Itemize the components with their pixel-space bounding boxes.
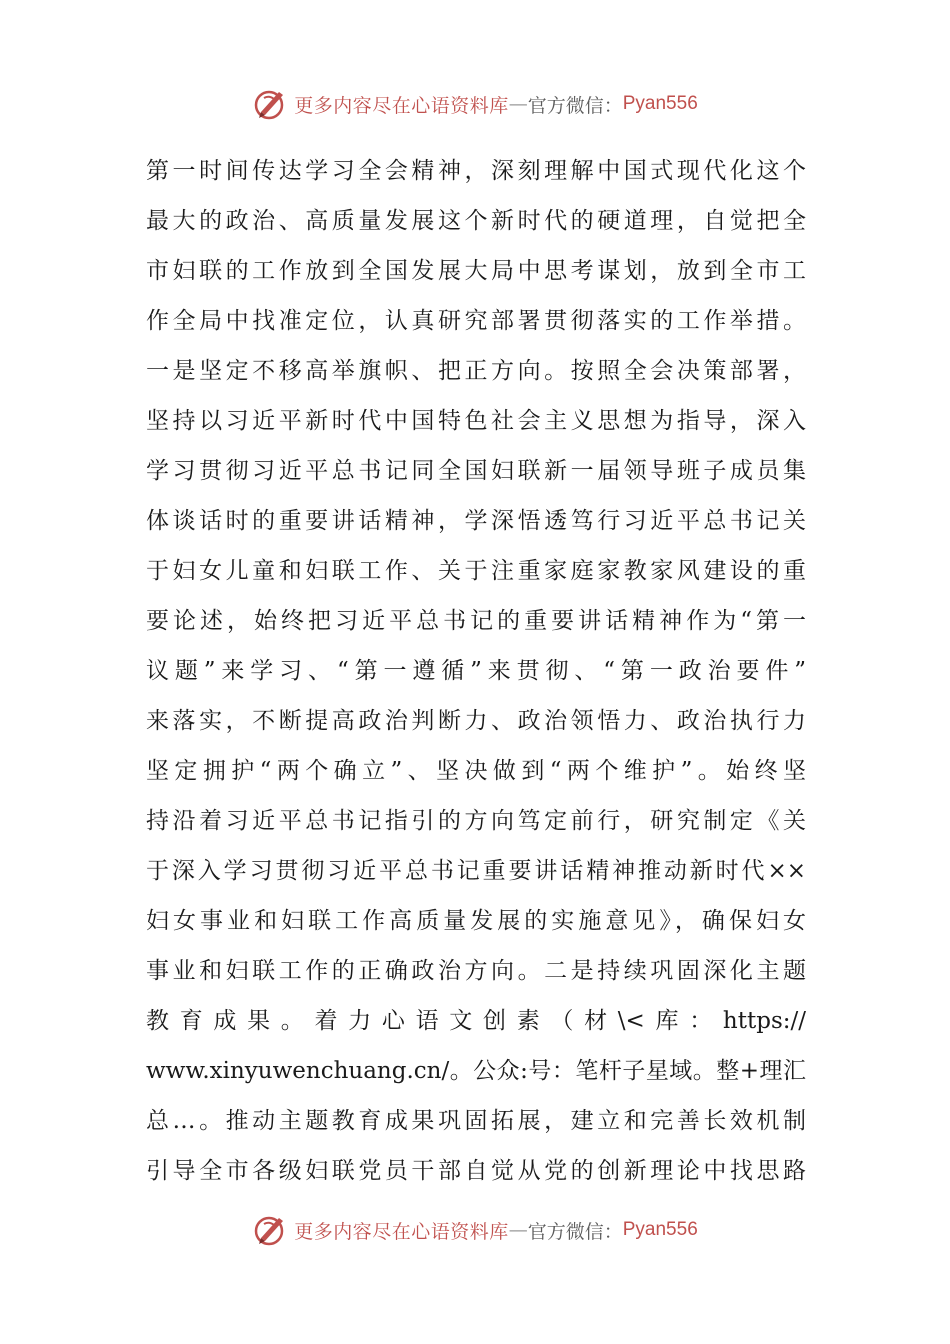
body-line: 坚定拥护“两个确立”、坚决做到“两个维护”。始终坚 xyxy=(146,758,806,784)
body-line: 引导全市各级妇联党员干部自觉从党的创新理论中找思路 xyxy=(146,1158,806,1184)
body-line: 教育成果。着力心语文创素（材\<库：https:// xyxy=(146,1008,806,1034)
body-line: 于妇女儿童和妇联工作、关于注重家庭家教家风建设的重 xyxy=(146,558,806,584)
body-line: 学习贯彻习近平总书记同全国妇联新一届领导班子成员集 xyxy=(146,458,806,484)
header-banner xyxy=(0,84,950,124)
header-banner-separator: — xyxy=(508,93,528,115)
body-line: 事业和妇联工作的正确政治方向。二是持续巩固深化主题 xyxy=(146,958,806,984)
footer-banner-separator: — xyxy=(508,1219,528,1241)
body-line: 一是坚定不移高举旗帜、把正方向。按照全会决策部署， xyxy=(146,358,806,384)
body-line: 总…。推动主题教育成果巩固拓展，建立和完善长效机制 xyxy=(146,1108,806,1134)
header-wechat-label: 官方微信： xyxy=(527,94,623,117)
body-line: 体谈话时的重要讲话精神，学深悟透笃行习近平总书记关 xyxy=(146,508,806,534)
body-line: 妇女事业和妇联工作高质量发展的实施意见》，确保妇女 xyxy=(146,908,806,934)
pen-logo-icon xyxy=(252,85,290,123)
body-line: 最大的政治、高质量发展这个新时代的硬道理，自觉把全 xyxy=(146,208,806,234)
pen-logo-icon xyxy=(252,1211,290,1249)
body-line: 持沿着习近平总书记指引的方向笃定前行，研究制定《关 xyxy=(146,808,806,834)
body-line: 坚持以习近平新时代中国特色社会主义思想为指导，深入 xyxy=(146,408,806,434)
body-line: 作全局中找准定位，认真研究部署贯彻落实的工作举措。 xyxy=(146,308,806,334)
header-banner-text: 更多内容尽在心语资料库 xyxy=(294,94,509,117)
footer-banner xyxy=(0,1210,950,1250)
header-wechat-id: Pyan556 xyxy=(622,93,698,114)
document-body xyxy=(146,146,806,1196)
body-line: 要论述，始终把习近平总书记的重要讲话精神作为“第一 xyxy=(146,608,806,634)
body-line: 议题”来学习、“第一遵循”来贯彻、“第一政治要件” xyxy=(146,658,806,684)
body-line: 市妇联的工作放到全国发展大局中思考谋划，放到全市工 xyxy=(146,258,806,284)
footer-banner-text: 更多内容尽在心语资料库 xyxy=(294,1220,509,1243)
body-line: 于深入学习贯彻习近平总书记重要讲话精神推动新时代×× xyxy=(146,858,806,884)
footer-wechat-id: Pyan556 xyxy=(622,1219,698,1240)
body-line: www.xinyuwenchuang.cn/。公众:号：笔杆子星域。整+理汇 xyxy=(146,1058,806,1084)
footer-wechat-label: 官方微信： xyxy=(527,1220,623,1243)
body-line: 来落实，不断提高政治判断力、政治领悟力、政治执行力 xyxy=(146,708,806,734)
body-line: 第一时间传达学习全会精神，深刻理解中国式现代化这个 xyxy=(146,158,806,184)
